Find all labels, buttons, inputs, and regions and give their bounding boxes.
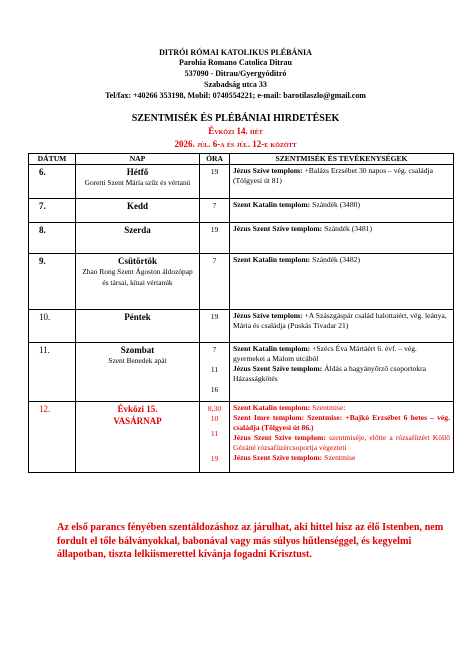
row-events [230, 223, 454, 254]
table-row [29, 199, 454, 223]
column-header-time: ÓRA [200, 154, 230, 165]
column-header-day: NAP [76, 154, 200, 165]
time-value: 19 [210, 225, 219, 234]
event-text: Szentmise [322, 453, 356, 462]
row-day: Csütörtök [117, 256, 157, 266]
time-value: 11 [210, 429, 219, 438]
row-day-cell [76, 199, 200, 223]
event-text: Áldás a hagyányőrző csoportokra [322, 364, 426, 373]
event-text: +A Szászgáspár család halottaiért, vég. leánya, Mária és családja (Puskás Tivadar 21) [233, 311, 447, 330]
document-title: SZENTMISÉK ÉS PLÉBÁNIAI HIRDETÉSEK [131, 113, 340, 124]
event-text: +Bajkó Erzsébet 6 hetes – vég. családja (Tölgyesi út 86.) [233, 413, 450, 432]
time-value: 11 [210, 365, 219, 374]
time-value: 7 [212, 201, 217, 210]
event-church: Szent Katalin templom: [233, 344, 311, 353]
event-text: Szentmise: [310, 403, 346, 412]
event-line [233, 255, 450, 265]
event-church: Szent Imre templom: Szentmise: [233, 413, 343, 422]
row-times [200, 254, 230, 310]
table-header-row [29, 154, 454, 165]
event-line [233, 374, 450, 384]
row-events [230, 165, 454, 199]
table-row [29, 223, 454, 254]
table-row [29, 343, 454, 402]
event-church: Jézus Szent Szíve templom: [233, 364, 323, 373]
event-line [233, 166, 450, 186]
row-date: 6. [29, 165, 76, 199]
row-day: Szombat [120, 345, 155, 355]
contact-line: Tel/fax: +40266 353198, Mobil: 0740554221; e-mail: barotilaszlo@gmail.com [105, 91, 366, 100]
event-text: +Szécs Éva Mártáért 6. évf. – vég. gyermekei a Malom utcából [233, 344, 417, 363]
row-saint: Zhao Rong Szent Ágoston áldozópap és társai, kínai vértanúk [82, 267, 193, 287]
event-church: Jézus Szent Szíve templom: [233, 453, 323, 462]
time-value: 7 [212, 345, 217, 354]
table-row [29, 254, 454, 310]
parish-name-romanian: Parohia Romano Catolica Ditrau [179, 58, 292, 67]
row-day-cell [76, 165, 200, 199]
row-day-cell [76, 310, 200, 343]
time-value: 7 [212, 256, 217, 265]
event-church: Jézus Szíve templom: [233, 311, 303, 320]
event-church: Jézus Szíve templom: [233, 166, 303, 175]
row-events [230, 254, 454, 310]
event-text: +Balázs Erzsébet 30 napos – vég. családja (Tölgyesi út 81) [233, 166, 433, 185]
row-day: Hétfő [126, 167, 149, 177]
postal-address: 537090 - Ditrau/Gyergyóditró [184, 69, 287, 78]
event-line [233, 453, 450, 463]
row-date: 8. [29, 223, 76, 254]
row-times [200, 199, 230, 223]
row-times [200, 223, 230, 254]
row-day-sunday: VASÁRNAP [113, 416, 162, 426]
event-line [233, 433, 450, 453]
event-text: Szándék (3482) [310, 255, 360, 264]
row-events [230, 343, 454, 402]
row-date: 11. [29, 343, 76, 402]
event-line [233, 200, 450, 210]
event-text: szentmiséje, előtte a rózsafüzért Köllő Gézáné rózsafüzércsoportja végezteti [233, 433, 451, 452]
time-value: 10 [210, 414, 219, 423]
event-church: Szent Katalin templom: [233, 403, 311, 412]
event-line [233, 311, 450, 331]
row-day: Évközi 15. [117, 404, 158, 414]
row-times [200, 165, 230, 199]
parish-name: DITRÓI RÓMAI KATOLIKUS PLÉBÁNIA [159, 48, 312, 57]
row-day-cell [76, 402, 200, 473]
row-date: 7. [29, 199, 76, 223]
street-address: Szabadság utca 33 [204, 80, 267, 89]
event-text: Szándék (3480) [310, 200, 360, 209]
event-church: Jézus Szent Szíve templom: [233, 433, 326, 442]
event-line [233, 413, 450, 433]
row-day-cell [76, 254, 200, 310]
time-value: 19 [210, 167, 219, 176]
column-header-events: SZENTMISÉK ÉS TEVÉKENYSÉGEK [230, 154, 454, 165]
event-line [233, 224, 450, 234]
event-church: Szent Katalin templom: [233, 255, 311, 264]
row-date: 9. [29, 254, 76, 310]
time-value: 19 [210, 312, 219, 321]
time-value: 19 [210, 454, 219, 463]
row-day-cell [76, 343, 200, 402]
week-label: Évközi 14. hét [208, 126, 263, 136]
communion-note: Az első parancs fényében szentáldozáshoz az járulhat, aki hittel hisz az élő Istenben, nem fordult el tőle bálványokkal, babonával vagy más súlyos hűtlenséggel, és kegyelmi állapotban, tiszta lelkiismerettel kívánja fogadni Krisztust. [57, 522, 444, 561]
row-times [200, 343, 230, 402]
schedule-table [28, 153, 454, 473]
table-row [29, 165, 454, 199]
event-text: Házasságkötés [233, 374, 278, 383]
event-text: Szándék (3481) [322, 224, 372, 233]
row-date: 10. [29, 310, 76, 343]
row-events [230, 199, 454, 223]
row-times [200, 402, 230, 473]
row-events [230, 402, 454, 473]
event-line [233, 403, 450, 413]
row-day-cell [76, 223, 200, 254]
row-date: 12. [29, 402, 76, 473]
date-range: 2026. júl. 6-a és júl. 12-e között [174, 139, 297, 149]
event-line [233, 364, 450, 374]
table-row [29, 402, 454, 473]
time-value: 16 [210, 385, 219, 394]
row-times [200, 310, 230, 343]
column-header-date: DÁTUM [29, 154, 76, 165]
table-row [29, 310, 454, 343]
event-church: Szent Katalin templom: [233, 200, 311, 209]
time-value: 8,30 [207, 404, 222, 413]
row-day: Péntek [124, 312, 151, 322]
event-church: Jézus Szent Szíve templom: [233, 224, 323, 233]
row-saint: Szent Benedek apát [108, 356, 167, 365]
row-events [230, 310, 454, 343]
row-day: Szerda [124, 225, 151, 235]
row-day: Kedd [126, 201, 148, 211]
event-line [233, 344, 450, 364]
row-saint: Goretti Szent Mária szűz és vértanú [84, 178, 191, 187]
